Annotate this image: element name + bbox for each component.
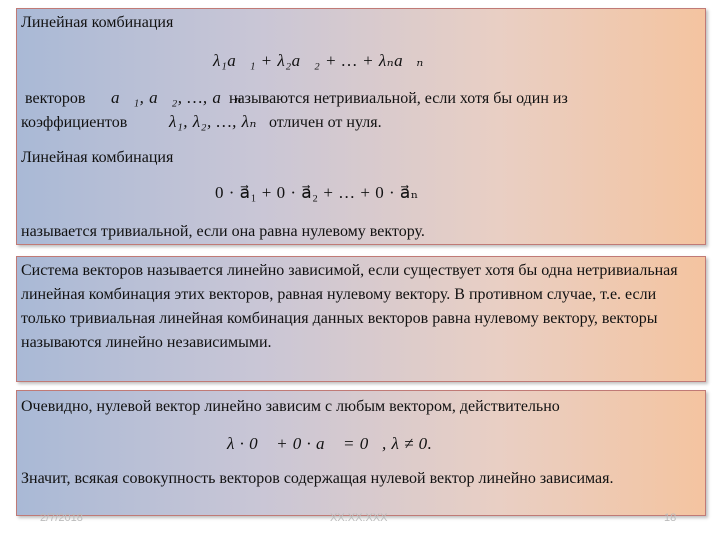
zero-vector-dependence-box [16,390,706,516]
vectors-word: векторов [25,90,86,107]
linear-combination-heading-1: Линейная комбинация [21,14,174,31]
linear-dependence-definition-box [16,256,706,382]
coefficients-word: коэффициентов [21,114,128,131]
zero-vector-conclusion: Значит, всякая совокупность векторов содержащая нулевой вектор линейно зависимая. [21,470,614,487]
linear-dependence-definition-text: Система векторов называется линейно зависимой, если существует хотя бы одна нетривиальная линейная комбинация этих векторов, равная нулевому вектору. В противном случае, т.е. если только тривиальная линейная комбинация данных векторов равна нулевому вектору, векторы называются линейно независимыми. [21,262,678,351]
formula-zero-vector: λ · 0⃗ + 0 · a⃗ = 0⃗, λ ≠ 0. [227,434,433,453]
footer-date: 2/7/2018 [40,512,83,524]
footer-page-number: 18 [664,512,677,524]
formula-trivial-combination: 0 · a⃗₁ + 0 · a⃗₂ + … + 0 · a⃗ₙ [215,183,419,202]
linear-combination-heading-2: Линейная комбинация [21,149,174,166]
definition-nontrivial-box [16,8,706,245]
nontrivial-definition-text: называются нетривиальной, если хотя бы один из [229,90,568,107]
footer-center: ХХ.ХХ.ХХХ [330,512,388,524]
zero-vector-statement: Очевидно, нулевой вектор линейно зависим с любым вектором, действительно [21,398,560,415]
formula-linear-combination: λ₁a⃗₁ + λ₂a⃗₂ + … + λₙa⃗ₙ [213,51,424,70]
coefficients-list-formula: λ₁, λ₂, …, λₙ [169,112,257,131]
vectors-list-formula: a⃗₁, a⃗₂, …, a⃗ₙ [111,88,242,107]
trivial-definition-text: называется тривиальной, если она равна нулевому вектору. [21,223,425,240]
nonzero-text: отличен от нуля. [269,114,382,131]
